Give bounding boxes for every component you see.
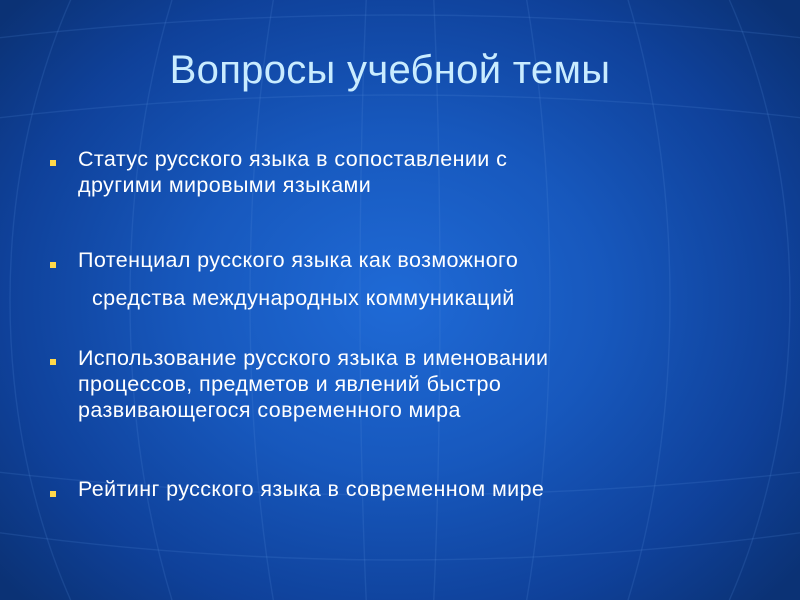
- square-bullet-icon: [50, 160, 56, 166]
- bullet-item: [78, 476, 768, 502]
- bullet-line: средства международных коммуникаций: [92, 286, 515, 310]
- square-bullet-icon: [50, 262, 56, 268]
- bullet-item: [78, 146, 768, 198]
- bullet-line: развивающегося современного мира: [78, 398, 461, 422]
- bullet-item: [78, 247, 768, 311]
- slide-title: Вопросы учебной темы: [169, 48, 611, 92]
- bullet-line: другими мировыми языками: [78, 173, 372, 197]
- bullet-line: Статус русского языка в сопоставлении с: [78, 147, 508, 171]
- bullet-line: Потенциал русского языка как возможного: [78, 248, 519, 272]
- bullet-line: Использование русского языка в именовании: [78, 346, 549, 370]
- bullet-line: процессов, предметов и явлений быстро: [78, 372, 502, 396]
- bullet-line: Рейтинг русского языка в современном мире: [78, 477, 545, 501]
- square-bullet-icon: [50, 491, 56, 497]
- square-bullet-icon: [50, 359, 56, 365]
- bullet-item: [78, 345, 768, 423]
